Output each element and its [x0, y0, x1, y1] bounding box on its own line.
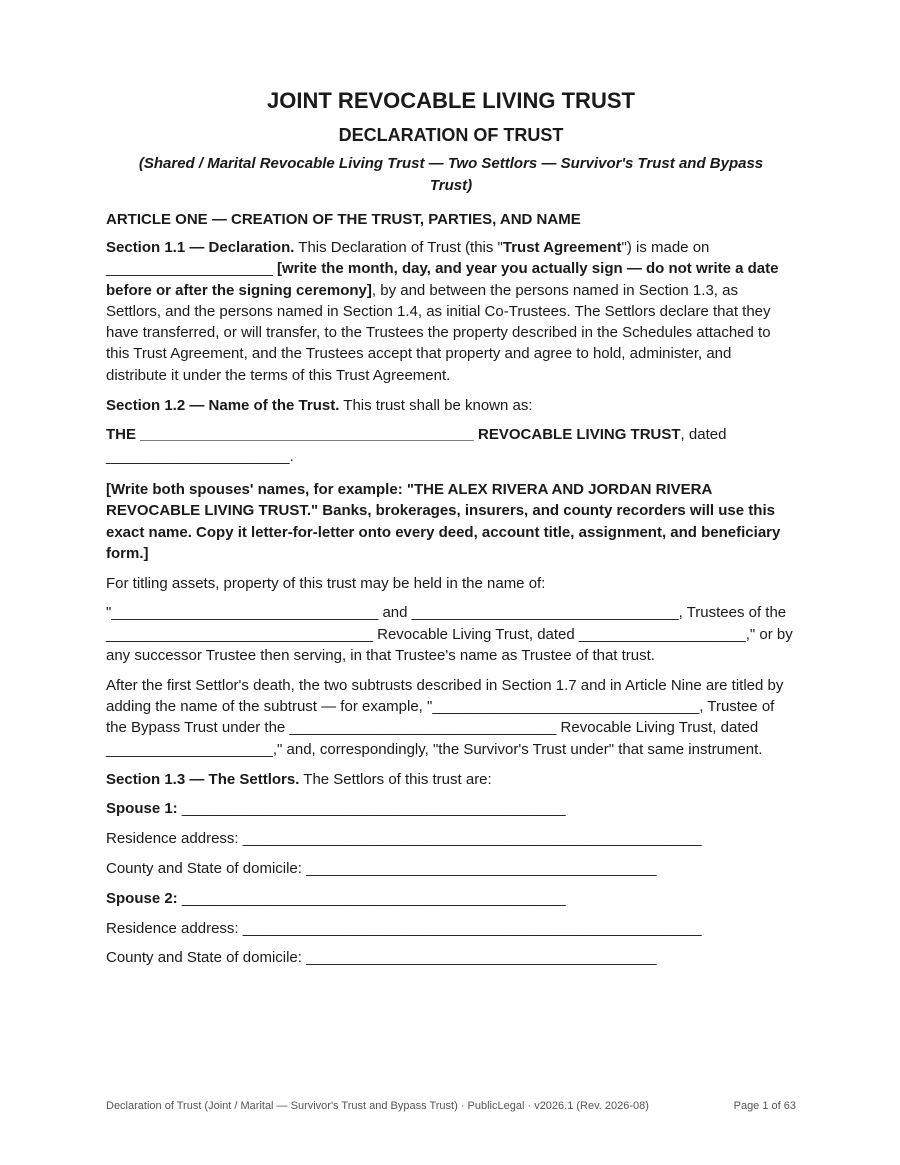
section-1-2 [106, 395, 796, 416]
section-1-1-text-c: , by and between the persons named in Section 1.3, as Settlors, and the persons named in Section 1.4, as initial Co-Trustees. The Settlors declare that they have transferred, or will transfer, to the Trustees the property described in the Schedules attached to this Trust Agreement, and the Trustees accept that property and agree to hold, administer, and distribute it under the terms of this Trust Agreement. [106, 281, 771, 384]
subtrust-titling-text: After the first Settlor's death, the two subtrusts described in Section 1.7 and in Article Nine are titled by adding the name of the subtrust — for example, "________________________________, Trustee of the Bypass Trust under the ________________________________ Revocable Living Trust, dated ____________________," and, correspondingly, "the Survivor's Trust under" that same instrument. [106, 676, 784, 758]
footer-document-info: Declaration of Trust (Joint / Marital — Survivor's Trust and Bypass Trust) · PublicLegal · v2026.1 (Rev. 2026-08) [106, 1100, 649, 1112]
spouse-2-name-field[interactable] [106, 888, 796, 909]
trust-agreement-term: Trust Agreement [502, 239, 622, 256]
spouse-2-residence-field[interactable]: Residence address: _______________________________________________________ [106, 919, 702, 937]
spouse-1-residence-field[interactable]: Residence address: _______________________________________________________ [106, 830, 702, 848]
footer-page-number: Page 1 of 63 [733, 1100, 796, 1112]
document-subtitle: DECLARATION OF TRUST [338, 125, 564, 145]
spouse-2-blank[interactable]: ______________________________________________ [177, 889, 566, 907]
titling-text: "________________________________ and ________________________________, Trustees of the ________________________________ Revocable Living Trust, dated ____________________," or by any successor Trustee then serving, in that Trustee's name as Trustee of that trust. [106, 604, 793, 665]
titling-intro: For titling assets, property of this trust may be held in the name of: [106, 574, 546, 592]
section-1-1-heading: Section 1.1 — Declaration. [106, 239, 295, 256]
trust-dated-blank: , dated ______________________. [106, 426, 727, 465]
document-page [106, 86, 796, 977]
spouse-1-county-field[interactable]: County and State of domicile: __________________________________________ [106, 859, 657, 877]
section-1-1 [106, 237, 796, 386]
trust-name-instruction [106, 479, 796, 564]
spouse-1-label: Spouse 1: [106, 800, 178, 818]
signing-date-instruction: [write the month, day, and year you actually sign — do not write a date before or after the signing ceremony] [106, 260, 779, 299]
spouse-1-name-field[interactable] [106, 798, 796, 819]
section-1-1-text-a: This Declaration of Trust (this " [294, 239, 503, 256]
section-1-3-text: The Settlors of this trust are: [299, 770, 492, 788]
trust-name-instruction-text: [Write both spouses' names, for example: "THE ALEX RIVERA AND JORDAN RIVERA REVOCABLE LIVING TRUST." Banks, brokerages, insurers, and county recorders will use this exact name. Copy it letter-for-letter onto every deed, account title, assignment, and beneficiary form.] [106, 480, 781, 562]
section-1-2-text: This trust shall be known as: [339, 396, 533, 414]
article-one-heading: ARTICLE ONE — CREATION OF THE TRUST, PARTIES, AND NAME [106, 211, 581, 228]
spouse-2-label: Spouse 2: [106, 889, 178, 907]
section-1-2-heading: Section 1.2 — Name of the Trust. [106, 396, 340, 414]
spouse-2-county-field[interactable]: County and State of domicile: __________________________________________ [106, 949, 657, 967]
trust-name-blank: THE ________________________________________ REVOCABLE LIVING TRUST [106, 426, 681, 444]
document-title: JOINT REVOCABLE LIVING TRUST [267, 88, 635, 113]
spouse-1-blank[interactable]: ______________________________________________ [177, 800, 566, 818]
section-1-3 [106, 769, 796, 790]
document-description: (Shared / Marital Revocable Living Trust — Two Settlors — Survivor's Trust and Bypass Trust) [138, 155, 764, 194]
section-1-3-heading: Section 1.3 — The Settlors. [106, 770, 300, 788]
section-1-1-text-b: ") is made on ____________________ [106, 239, 710, 278]
trust-name-line [106, 424, 796, 467]
